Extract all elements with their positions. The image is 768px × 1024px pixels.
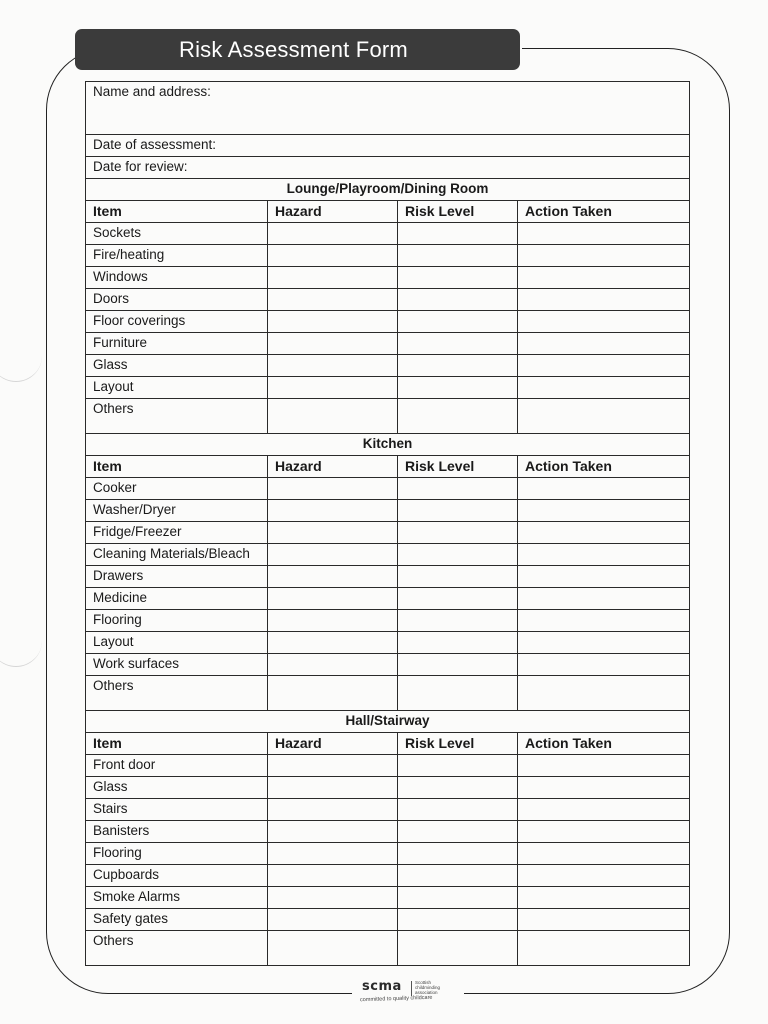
action-taken-cell[interactable]	[518, 311, 690, 333]
table-row	[86, 799, 690, 821]
hazard-cell[interactable]	[268, 544, 398, 566]
risk-level-cell[interactable]	[398, 676, 518, 711]
section-title: Hall/Stairway	[86, 711, 690, 733]
item-label: Doors	[86, 289, 268, 311]
action-taken-cell[interactable]	[518, 865, 690, 887]
risk-level-cell[interactable]	[398, 588, 518, 610]
table-row	[86, 821, 690, 843]
table-row	[86, 500, 690, 522]
column-header-hazard: Hazard	[268, 456, 398, 478]
action-taken-cell[interactable]	[518, 478, 690, 500]
item-label: Front door	[86, 755, 268, 777]
action-taken-cell[interactable]	[518, 223, 690, 245]
logo-tagline: committed to quality childcare	[359, 994, 433, 1004]
table-row	[86, 245, 690, 267]
item-label: Cooker	[86, 478, 268, 500]
hazard-cell[interactable]	[268, 588, 398, 610]
action-taken-cell[interactable]	[518, 676, 690, 711]
logo-subtitle: Scottish childminding association	[415, 980, 441, 995]
hazard-cell[interactable]	[268, 566, 398, 588]
hazard-cell[interactable]	[268, 909, 398, 931]
name-address-field[interactable]	[86, 82, 690, 135]
hazard-cell[interactable]	[268, 676, 398, 711]
action-taken-cell[interactable]	[518, 355, 690, 377]
column-header-hazard: Hazard	[268, 733, 398, 755]
item-label: Flooring	[86, 843, 268, 865]
table-row	[86, 311, 690, 333]
table-row	[86, 887, 690, 909]
table-row	[86, 755, 690, 777]
hazard-cell[interactable]	[268, 777, 398, 799]
hazard-cell[interactable]	[268, 887, 398, 909]
action-taken-cell[interactable]	[518, 843, 690, 865]
section-title: Lounge/Playroom/Dining Room	[86, 179, 690, 201]
column-header-risk: Risk Level	[398, 201, 518, 223]
hazard-cell[interactable]	[268, 289, 398, 311]
risk-level-cell[interactable]	[398, 654, 518, 676]
date-of-assessment-label: Date of assessment:	[93, 137, 217, 152]
risk-level-cell[interactable]	[398, 333, 518, 355]
action-taken-cell[interactable]	[518, 377, 690, 399]
hazard-cell[interactable]	[268, 500, 398, 522]
section-title: Kitchen	[86, 434, 690, 456]
action-taken-cell[interactable]	[518, 399, 690, 434]
action-taken-cell[interactable]	[518, 245, 690, 267]
column-header-action: Action Taken	[518, 456, 690, 478]
item-label: Glass	[86, 777, 268, 799]
item-label: Smoke Alarms	[86, 887, 268, 909]
risk-level-cell[interactable]	[398, 843, 518, 865]
action-taken-cell[interactable]	[518, 909, 690, 931]
table-row	[86, 676, 690, 711]
table-row	[86, 289, 690, 311]
risk-level-cell[interactable]	[398, 500, 518, 522]
table-row	[86, 654, 690, 676]
item-label: Medicine	[86, 588, 268, 610]
item-label: Flooring	[86, 610, 268, 632]
table-row	[86, 267, 690, 289]
column-header-item: Item	[86, 456, 268, 478]
column-header-item: Item	[86, 733, 268, 755]
column-header-item: Item	[86, 201, 268, 223]
punch-hole-mark	[0, 640, 42, 667]
punch-hole-mark	[0, 355, 42, 382]
risk-level-cell[interactable]	[398, 865, 518, 887]
action-taken-cell[interactable]	[518, 777, 690, 799]
item-label: Furniture	[86, 333, 268, 355]
risk-level-cell[interactable]	[398, 478, 518, 500]
risk-level-cell[interactable]	[398, 289, 518, 311]
hazard-cell[interactable]	[268, 821, 398, 843]
table-row	[86, 931, 690, 966]
hazard-cell[interactable]	[268, 223, 398, 245]
item-label: Fire/heating	[86, 245, 268, 267]
risk-level-cell[interactable]	[398, 311, 518, 333]
column-header-action: Action Taken	[518, 201, 690, 223]
action-taken-cell[interactable]	[518, 887, 690, 909]
hazard-cell[interactable]	[268, 311, 398, 333]
column-header-risk: Risk Level	[398, 733, 518, 755]
column-header-action: Action Taken	[518, 733, 690, 755]
risk-level-cell[interactable]	[398, 267, 518, 289]
hazard-cell[interactable]	[268, 267, 398, 289]
table-row	[86, 478, 690, 500]
item-label: Glass	[86, 355, 268, 377]
table-row	[86, 355, 690, 377]
table-row	[86, 588, 690, 610]
risk-level-cell[interactable]	[398, 566, 518, 588]
item-label: Sockets	[86, 223, 268, 245]
risk-level-cell[interactable]	[398, 799, 518, 821]
item-label: Work surfaces	[86, 654, 268, 676]
action-taken-cell[interactable]	[518, 755, 690, 777]
hazard-cell[interactable]	[268, 931, 398, 966]
risk-level-cell[interactable]	[398, 777, 518, 799]
hazard-cell[interactable]	[268, 865, 398, 887]
action-taken-cell[interactable]	[518, 654, 690, 676]
item-label: Stairs	[86, 799, 268, 821]
risk-level-cell[interactable]	[398, 223, 518, 245]
hazard-cell[interactable]	[268, 377, 398, 399]
risk-level-cell[interactable]	[398, 355, 518, 377]
table-row	[86, 843, 690, 865]
table-row	[86, 399, 690, 434]
item-label: Layout	[86, 632, 268, 654]
table-row	[86, 909, 690, 931]
hazard-cell[interactable]	[268, 245, 398, 267]
table-row	[86, 333, 690, 355]
action-taken-cell[interactable]	[518, 522, 690, 544]
risk-level-cell[interactable]	[398, 610, 518, 632]
item-label: Cleaning Materials/Bleach	[86, 544, 268, 566]
table-row	[86, 865, 690, 887]
hazard-cell[interactable]	[268, 755, 398, 777]
table-row	[86, 377, 690, 399]
item-label: Floor coverings	[86, 311, 268, 333]
risk-level-cell[interactable]	[398, 544, 518, 566]
hazard-cell[interactable]	[268, 610, 398, 632]
risk-level-cell[interactable]	[398, 821, 518, 843]
action-taken-cell[interactable]	[518, 544, 690, 566]
action-taken-cell[interactable]	[518, 799, 690, 821]
table-row	[86, 522, 690, 544]
column-header-hazard: Hazard	[268, 201, 398, 223]
risk-level-cell[interactable]	[398, 909, 518, 931]
hazard-cell[interactable]	[268, 522, 398, 544]
action-taken-cell[interactable]	[518, 566, 690, 588]
item-label: Banisters	[86, 821, 268, 843]
name-address-label: Name and address:	[93, 84, 211, 99]
risk-level-cell[interactable]	[398, 377, 518, 399]
action-taken-cell[interactable]	[518, 588, 690, 610]
table-row	[86, 632, 690, 654]
action-taken-cell[interactable]	[518, 632, 690, 654]
action-taken-cell[interactable]	[518, 821, 690, 843]
item-label: Others	[86, 676, 268, 711]
risk-level-cell[interactable]	[398, 522, 518, 544]
risk-level-cell[interactable]	[398, 399, 518, 434]
hazard-cell[interactable]	[268, 399, 398, 434]
table-row	[86, 610, 690, 632]
item-label: Fridge/Freezer	[86, 522, 268, 544]
table-row	[86, 566, 690, 588]
date-for-review-field[interactable]	[86, 157, 690, 179]
hazard-cell[interactable]	[268, 654, 398, 676]
hazard-cell[interactable]	[268, 843, 398, 865]
action-taken-cell[interactable]	[518, 610, 690, 632]
action-taken-cell[interactable]	[518, 931, 690, 966]
item-label: Others	[86, 931, 268, 966]
item-label: Others	[86, 399, 268, 434]
hazard-cell[interactable]	[268, 478, 398, 500]
risk-level-cell[interactable]	[398, 755, 518, 777]
action-taken-cell[interactable]	[518, 267, 690, 289]
item-label: Layout	[86, 377, 268, 399]
hazard-cell[interactable]	[268, 632, 398, 654]
action-taken-cell[interactable]	[518, 333, 690, 355]
logo-wordmark: scma	[362, 979, 402, 994]
table-row	[86, 223, 690, 245]
hazard-cell[interactable]	[268, 799, 398, 821]
table-row	[86, 544, 690, 566]
hazard-cell[interactable]	[268, 333, 398, 355]
item-label: Drawers	[86, 566, 268, 588]
risk-level-cell[interactable]	[398, 245, 518, 267]
action-taken-cell[interactable]	[518, 289, 690, 311]
item-label: Cupboards	[86, 865, 268, 887]
risk-level-cell[interactable]	[398, 632, 518, 654]
hazard-cell[interactable]	[268, 355, 398, 377]
item-label: Safety gates	[86, 909, 268, 931]
action-taken-cell[interactable]	[518, 500, 690, 522]
risk-level-cell[interactable]	[398, 887, 518, 909]
scma-logo	[360, 978, 454, 1008]
date-for-review-label: Date for review:	[93, 159, 188, 174]
column-header-risk: Risk Level	[398, 456, 518, 478]
item-label: Windows	[86, 267, 268, 289]
risk-assessment-table	[85, 81, 690, 966]
table-row	[86, 777, 690, 799]
form-title: Risk Assessment Form	[75, 29, 520, 70]
item-label: Washer/Dryer	[86, 500, 268, 522]
date-of-assessment-field[interactable]	[86, 135, 690, 157]
risk-level-cell[interactable]	[398, 931, 518, 966]
